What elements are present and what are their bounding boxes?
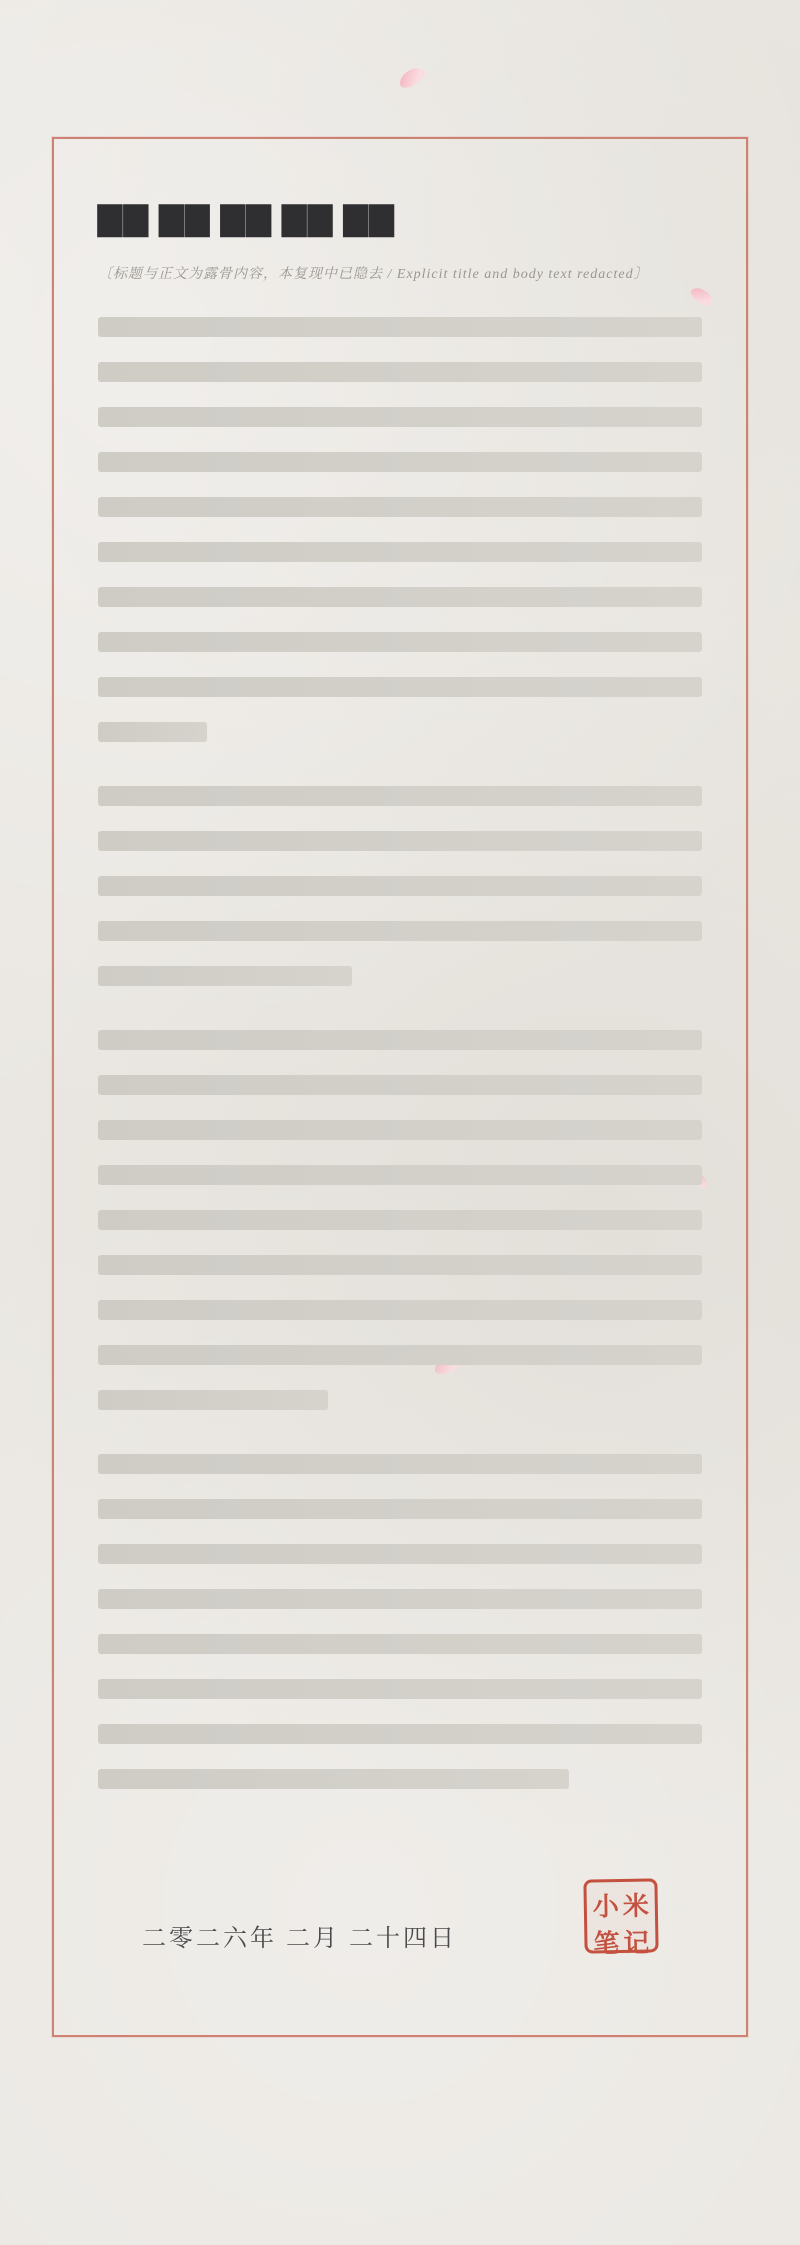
redaction-notice: 〔标题与正文为露骨内容，本复现中已隐去 / Explicit title and body text redacted〕 — [98, 267, 649, 282]
redacted-text-line — [98, 1634, 702, 1654]
redacted-text-line — [98, 966, 352, 986]
redacted-text-line — [98, 1544, 702, 1564]
redacted-text-line — [98, 497, 702, 517]
redacted-text-line — [98, 1390, 328, 1410]
redacted-text-line — [98, 722, 207, 742]
redacted-paragraph — [98, 1454, 702, 1789]
redacted-text-line — [98, 677, 702, 697]
page-content — [98, 187, 702, 1995]
redacted-paragraph — [98, 317, 702, 742]
seal-character: 米 — [622, 1891, 650, 1921]
redacted-text-line — [98, 1030, 702, 1050]
seal-character: 小 — [592, 1892, 620, 1922]
body-text-redacted — [98, 317, 702, 1789]
redacted-text-line — [98, 1210, 702, 1230]
redacted-text-line — [98, 317, 702, 337]
redacted-text-line — [98, 407, 702, 427]
redacted-text-line — [98, 1454, 702, 1474]
redacted-text-line — [98, 1724, 702, 1744]
petal-icon — [396, 64, 428, 90]
redacted-text-line — [98, 362, 702, 382]
redacted-text-line — [98, 1499, 702, 1519]
redacted-text-line — [98, 831, 702, 851]
redacted-text-line — [98, 786, 702, 806]
redacted-text-line — [98, 632, 702, 652]
redacted-text-line — [98, 587, 702, 607]
redacted-text-line — [98, 1769, 569, 1789]
redacted-text-line — [98, 921, 702, 941]
redacted-text-line — [98, 1255, 702, 1275]
decorative-frame — [52, 137, 748, 2037]
redacted-paragraph — [98, 786, 702, 986]
redacted-text-line — [98, 1679, 702, 1699]
seal-character: 记 — [623, 1928, 650, 1958]
redacted-text-line — [98, 1300, 702, 1320]
redacted-text-line — [98, 1345, 702, 1365]
page-title-redacted: ▇▇ ▇▇ ▇▇ ▇▇ ▇▇ — [98, 201, 396, 236]
redacted-text-line — [98, 542, 702, 562]
redacted-text-line — [98, 1165, 702, 1185]
redacted-text-line — [98, 1120, 702, 1140]
seal-stamp — [583, 1878, 658, 1959]
footer-row — [142, 1879, 658, 1959]
date-label: 二零二六年 二月 二十四日 — [142, 1926, 457, 1952]
seal-character: 笔 — [593, 1929, 620, 1959]
redacted-text-line — [98, 876, 702, 896]
redacted-text-line — [98, 1589, 702, 1609]
redacted-paragraph — [98, 1030, 702, 1410]
redacted-text-line — [98, 452, 702, 472]
redacted-text-line — [98, 1075, 702, 1095]
